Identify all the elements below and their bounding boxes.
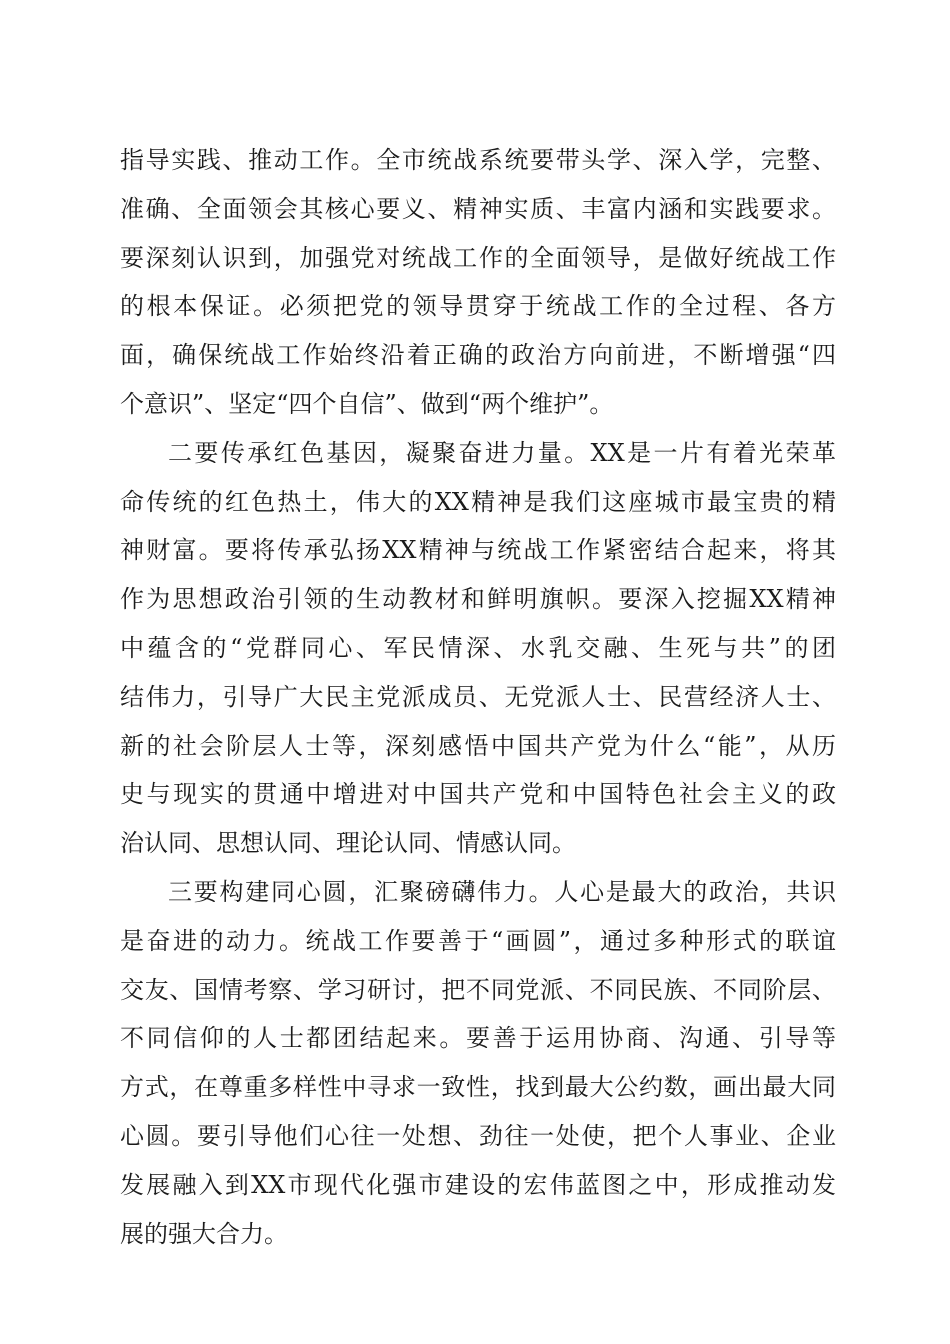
text-line: 神财富。要将传承弘扬XX精神与统战工作紧密结合起来，将其: [120, 536, 836, 565]
text-line: 方式，在尊重多样性中寻求一致性，找到最大公约数，画出最大同: [120, 1073, 836, 1102]
text-line: 面，确保统战工作始终沿着正确的政治方向前进，不断增强“四: [120, 341, 836, 370]
text-line: 展的强大合力。: [120, 1219, 288, 1248]
text-line: 治认同、思想认同、理论认同、情感认同。: [120, 829, 576, 858]
text-line: 心圆。要引导他们心往一处想、劲往一处使，把个人事业、企业: [120, 1121, 836, 1150]
text-line: 发展融入到XX市现代化强市建设的宏伟蓝图之中，形成推动发: [120, 1170, 836, 1199]
text-line: 史与现实的贯通中增进对中国共产党和中国特色社会主义的政: [120, 780, 836, 809]
text-line: 二要传承红色基因，凝聚奋进力量。XX是一片有着光荣革: [168, 438, 836, 467]
text-line: 准确、全面领会其核心要义、精神实质、丰富内涵和实践要求。: [120, 194, 836, 223]
text-line: 三要构建同心圆，汇聚磅礴伟力。人心是最大的政治，共识: [168, 877, 836, 906]
text-line: 的根本保证。必须把党的领导贯穿于统战工作的全过程、各方: [120, 292, 836, 321]
text-line: 新的社会阶层人士等，深刻感悟中国共产党为什么“能”，从历: [120, 731, 836, 760]
text-line: 个意识”、坚定“四个自信”、做到“两个维护”。: [120, 389, 614, 418]
text-line: 是奋进的动力。统战工作要善于“画圆”，通过多种形式的联谊: [120, 926, 836, 955]
text-line: 中蕴含的“党群同心、军民情深、水乳交融、生死与共”的团: [120, 633, 836, 662]
text-line: 交友、国情考察、学习研讨，把不同党派、不同民族、不同阶层、: [120, 975, 836, 1004]
text-line: 作为思想政治引领的生动教材和鲜明旗帜。要深入挖掘XX精神: [120, 585, 836, 614]
text-line: 命传统的红色热土，伟大的XX精神是我们这座城市最宝贵的精: [120, 487, 836, 516]
text-line: 要深刻认识到，加强党对统战工作的全面领导，是做好统战工作: [120, 243, 836, 272]
text-line: 指导实践、推动工作。全市统战系统要带头学、深入学，完整、: [120, 146, 836, 174]
text-line: 结伟力，引导广大民主党派成员、无党派人士、民营经济人士、: [120, 682, 836, 711]
document-body: [120, 136, 836, 1258]
text-line: 不同信仰的人士都团结起来。要善于运用协商、沟通、引导等: [120, 1024, 836, 1053]
